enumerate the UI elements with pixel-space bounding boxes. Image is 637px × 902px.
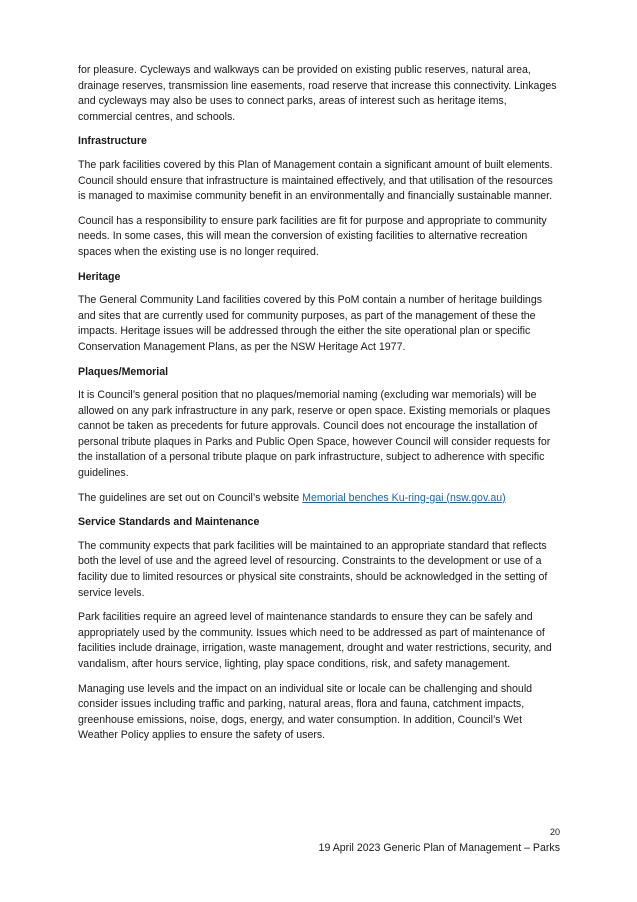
guidelines-text: The guidelines are set out on Council’s website <box>78 491 303 504</box>
intro-paragraph: for pleasure. Cycleways and walkways can be provided on existing public reserves, natural area, drainage reserves, transmission line easements, road reserve that increase this connectivity. Linkages and cycleways may also be uses to connect parks, areas of interest such as heritage items, commercial centres, and schools. <box>78 64 557 123</box>
service-heading: Service Standards and Maintenance <box>78 516 260 529</box>
page-number: 20 <box>549 827 560 837</box>
infrastructure-paragraph-2: Council has a responsibility to ensure park facilities are fit for purpose and appropriate to community needs. In some cases, this will mean the conversion of existing facilities to alternative recreation spaces when the existing use is no longer required. <box>78 214 547 258</box>
footer-document-title: 19 April 2023 Generic Plan of Management – Parks <box>318 842 560 854</box>
page-footer <box>319 826 560 856</box>
page-body <box>78 63 560 753</box>
plaques-heading: Plaques/Memorial <box>78 365 169 378</box>
infrastructure-heading: Infrastructure <box>78 135 147 148</box>
heritage-paragraph-1: The General Community Land facilities covered by this PoM contain a number of heritage buildings and sites that are currently used for community purposes, as part of the management of these the impacts. Heritage issues will be addressed through the either the site operational plan or specific Conservation Management Plans, as per the NSW Heritage Act 1977. <box>78 294 543 353</box>
plaques-paragraph-1: It is Council’s general position that no plaques/memorial naming (excluding war memorials) will be allowed on any park infrastructure in any park, reserve or open space. Existing memorials or plaques cannot be taken as precedents for future approvals. Council does not encourage the installation of personal tribute plaques in Parks and Public Open Space, however Council will consider requests for the installation of a personal tribute plaque on park infrastructure, subject to adherence with specific guidelines. <box>78 389 551 480</box>
heritage-heading: Heritage <box>78 270 121 283</box>
service-paragraph-3: Managing use levels and the impact on an individual site or locale can be challenging and should consider issues including traffic and parking, natural areas, flora and fauna, catchment impacts, greenhouse emissions, noise, dogs, energy, and water consumption. In addition, Council’s Wet Weather Policy applies to ensure the safety of users. <box>78 682 533 742</box>
plaques-paragraph-2 <box>78 491 560 507</box>
memorial-benches-link[interactable]: Memorial benches Ku-ring-gai (nsw.gov.au) <box>302 491 506 504</box>
infrastructure-paragraph-1: The park facilities covered by this Plan of Management contain a significant amount of built elements. Council should ensure that infrastructure is maintained effectively, and that utilisation of the resources is managed to maximise community benefit in an environmentally and financially sustainable manner. <box>78 158 553 203</box>
service-paragraph-1: The community expects that park facilities will be maintained to an appropriate standard that reflects both the level of use and the agreed level of resourcing. Constraints to the development or use of a facility due to limited resources or physical site constraints, should be acknowledged in the setting of service levels. <box>78 539 548 599</box>
service-paragraph-2: Park facilities require an agreed level of maintenance standards to ensure they can be safely and appropriately used by the community. Issues which need to be addressed as part of maintenance of facilities include drainage, irrigation, waste management, drought and water restrictions, security, and vandalism, after hours service, lighting, play space conditions, risk, and safety management. <box>78 611 552 670</box>
